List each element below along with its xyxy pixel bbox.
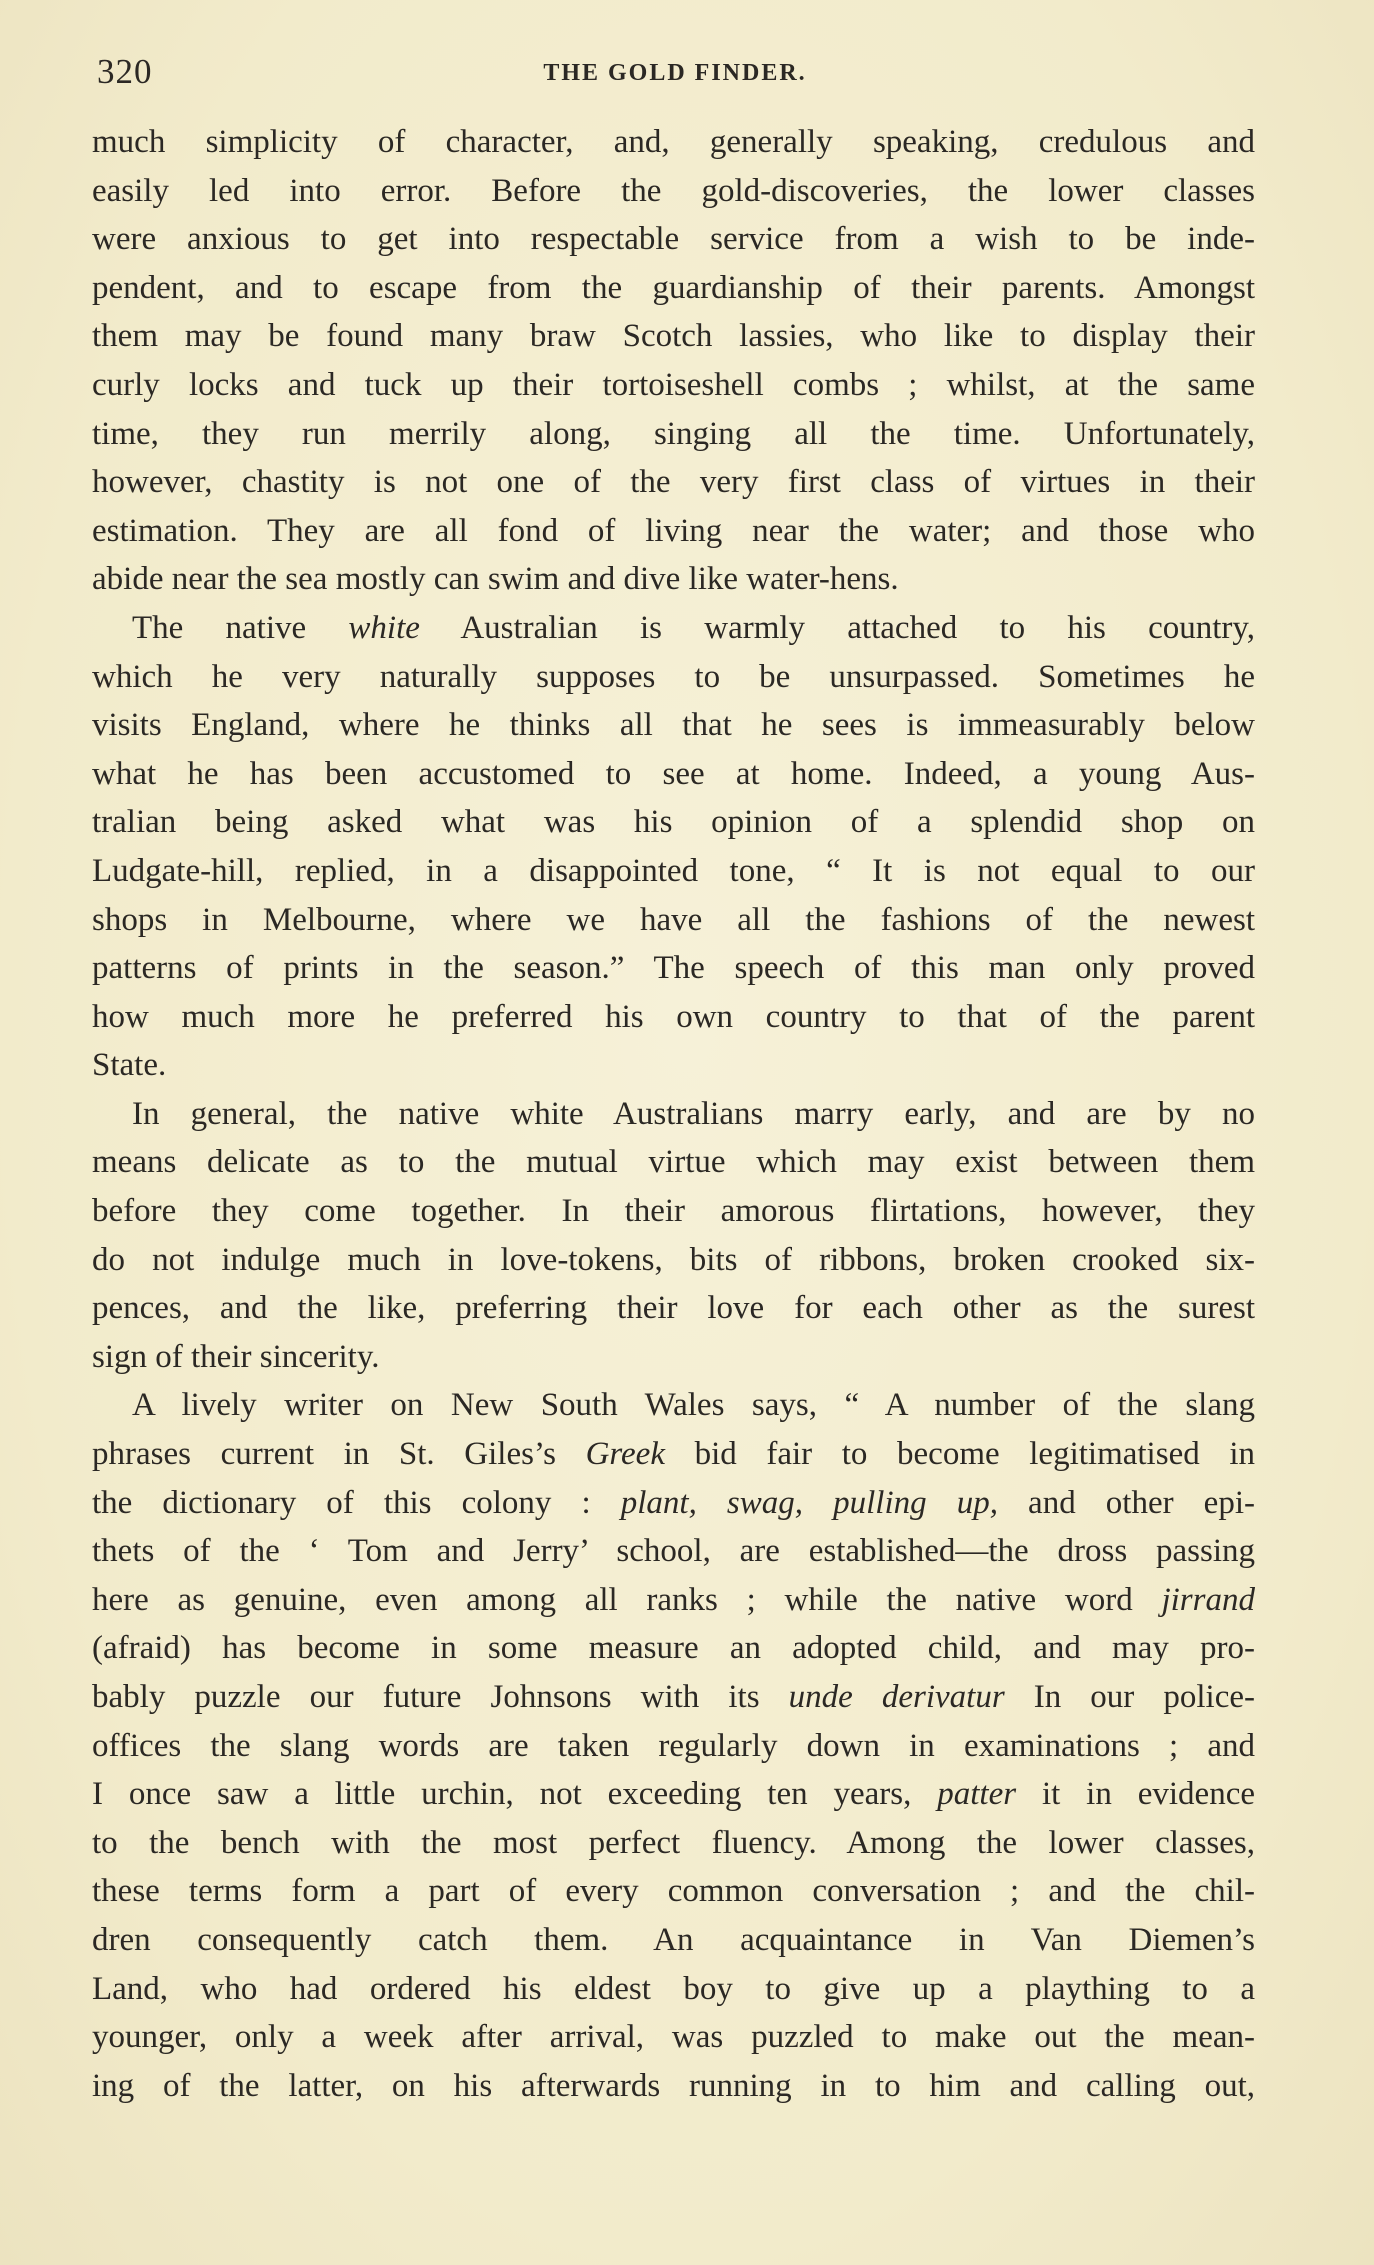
italic-text: plant, swag, pulling up, <box>620 1484 998 1521</box>
text-line <box>92 944 1255 993</box>
text-segment: which he very naturally supposes to be unsurpassed. Sometimes he <box>92 658 1255 695</box>
text-line <box>92 1770 1255 1819</box>
text-line <box>92 1673 1255 1722</box>
text-line <box>92 1333 1255 1382</box>
text-line <box>92 1187 1255 1236</box>
text-segment: sign of their sincerity. <box>92 1338 380 1375</box>
text-segment: A lively writer on New South Wales says, “ A number of the slang <box>132 1387 1255 1424</box>
text-line <box>92 555 1255 604</box>
text-segment: ing of the latter, on his afterwards running in to him and calling out, <box>92 2067 1255 2104</box>
text-line <box>92 750 1255 799</box>
text-segment: abide near the sea mostly can swim and dive like water-hens. <box>92 561 899 598</box>
text-line <box>92 1430 1255 1479</box>
text-segment: what he has been accustomed to see at home. Indeed, a young Aus- <box>92 755 1255 792</box>
text-segment: patterns of prints in the season.” The speech of this man only proved <box>92 950 1255 987</box>
italic-text: unde derivatur <box>788 1679 1005 1715</box>
page-number: 320 <box>97 52 153 91</box>
italic-text: Greek <box>585 1436 665 1473</box>
text-segment: do not indulge much in love-tokens, bits of ribbons, broken crooked six- <box>92 1241 1255 1278</box>
text-line <box>92 264 1255 313</box>
text-line <box>92 1041 1255 1090</box>
text-line <box>92 1236 1255 1285</box>
text-segment: were anxious to get into respectable service from a wish to be inde- <box>92 221 1255 258</box>
text-segment: the dictionary of this colony : <box>92 1484 621 1521</box>
text-line <box>92 1090 1255 1139</box>
text-line <box>92 798 1255 847</box>
text-line <box>92 312 1255 361</box>
text-segment: younger, only a week after arrival, was puzzled to make out the mean- <box>92 2019 1255 2056</box>
text-line <box>92 1284 1255 1333</box>
text-segment: bably puzzle our future Johnsons with its <box>92 1679 789 1715</box>
text-segment: here as genuine, even among all ranks ; while the native word <box>92 1581 1162 1618</box>
text-line <box>92 2013 1255 2062</box>
text-segment: I once saw a little urchin, not exceeding ten years, <box>92 1776 938 1813</box>
text-line <box>92 993 1255 1042</box>
text-line <box>92 507 1255 556</box>
text-segment: tralian being asked what was his opinion of a splendid shop on <box>92 804 1255 841</box>
text-segment: to the bench with the most perfect fluency. Among the lower classes, <box>92 1824 1255 1861</box>
text-segment: phrases current in St. Giles’s <box>92 1436 586 1473</box>
text-line <box>92 361 1255 410</box>
text-segment: visits England, where he thinks all that he sees is immeasurably below <box>92 707 1255 744</box>
text-segment: before they come together. In their amorous flirtations, however, they <box>92 1193 1255 1230</box>
text-segment: time, they run merrily along, singing all the time. Unfortunately, <box>92 415 1255 452</box>
text-segment: these terms form a part of every common conversation ; and the chil- <box>92 1873 1255 1910</box>
text-line <box>92 215 1255 264</box>
text-segment: offices the slang words are taken regularly down in examinations ; and <box>92 1727 1255 1764</box>
text-segment: thets of the ‘ Tom and Jerry’ school, are established—the dross passing <box>92 1533 1255 1570</box>
text-segment: Ludgate-hill, replied, in a disappointed tone, “ It is not equal to our <box>92 852 1255 889</box>
text-line <box>92 2062 1255 2111</box>
text-line <box>92 847 1255 896</box>
text-line <box>92 701 1255 750</box>
text-segment: shops in Melbourne, where we have all the fashions of the newest <box>92 901 1255 938</box>
text-segment: The native <box>132 609 349 646</box>
text-segment: In our police- <box>1004 1679 1255 1715</box>
text-line <box>92 1576 1255 1625</box>
text-line <box>92 604 1255 653</box>
running-title: THE GOLD FINDER. <box>543 60 807 86</box>
text-segment: much simplicity of character, and, generally speaking, credulous and <box>92 124 1255 160</box>
text-line <box>92 1867 1255 1916</box>
text-line <box>92 1624 1255 1673</box>
text-segment: and other epi- <box>997 1484 1255 1521</box>
text-line <box>92 653 1255 702</box>
text-line <box>92 1381 1255 1430</box>
text-line <box>92 896 1255 945</box>
text-segment: bid fair to become legitimatised in <box>664 1436 1255 1473</box>
italic-text: patter <box>937 1776 1017 1813</box>
text-segment: however, chastity is not one of the very first class of virtues in their <box>92 464 1255 501</box>
italic-text: white <box>348 609 420 646</box>
text-segment: pences, and the like, preferring their love for each other as the surest <box>92 1290 1255 1327</box>
text-segment: State. <box>92 1047 167 1084</box>
text-segment: means delicate as to the mutual virtue which may exist between them <box>92 1144 1255 1181</box>
text-segment: it in evidence <box>1016 1776 1255 1813</box>
text-segment: them may be found many braw Scotch lassies, who like to display their <box>92 318 1255 355</box>
text-segment: dren consequently catch them. An acquaintance in Van Diemen’s <box>92 1921 1255 1958</box>
text-line <box>92 1916 1255 1965</box>
text-segment: Australian is warmly attached to his country, <box>419 609 1255 646</box>
text-line <box>92 1527 1255 1576</box>
text-line <box>92 1722 1255 1771</box>
text-segment: pendent, and to escape from the guardianship of their parents. Amongst <box>92 269 1255 306</box>
text-segment: estimation. They are all fond of living near the water; and those who <box>92 512 1255 549</box>
text-segment: In general, the native white Australians marry early, and are by no <box>132 1095 1255 1132</box>
text-segment: Land, who had ordered his eldest boy to give up a plaything to a <box>92 1970 1255 2007</box>
italic-text: jirrand <box>1161 1581 1255 1618</box>
text-line <box>92 1479 1255 1528</box>
text-line <box>92 1819 1255 1868</box>
text-segment: (afraid) has become in some measure an adopted child, and may pro- <box>92 1630 1255 1667</box>
text-segment: easily led into error. Before the gold-discoveries, the lower classes <box>92 172 1255 209</box>
text-line <box>92 458 1255 507</box>
text-line <box>92 410 1255 459</box>
text-segment: how much more he preferred his own country to that of the parent <box>92 998 1255 1035</box>
text-line <box>92 167 1255 216</box>
text-segment: curly locks and tuck up their tortoiseshell combs ; whilst, at the same <box>92 366 1255 403</box>
text-line <box>92 1138 1255 1187</box>
text-line <box>92 1965 1255 2014</box>
body-text <box>92 118 1255 2110</box>
page-header <box>97 52 1253 102</box>
text-line <box>92 118 1255 167</box>
